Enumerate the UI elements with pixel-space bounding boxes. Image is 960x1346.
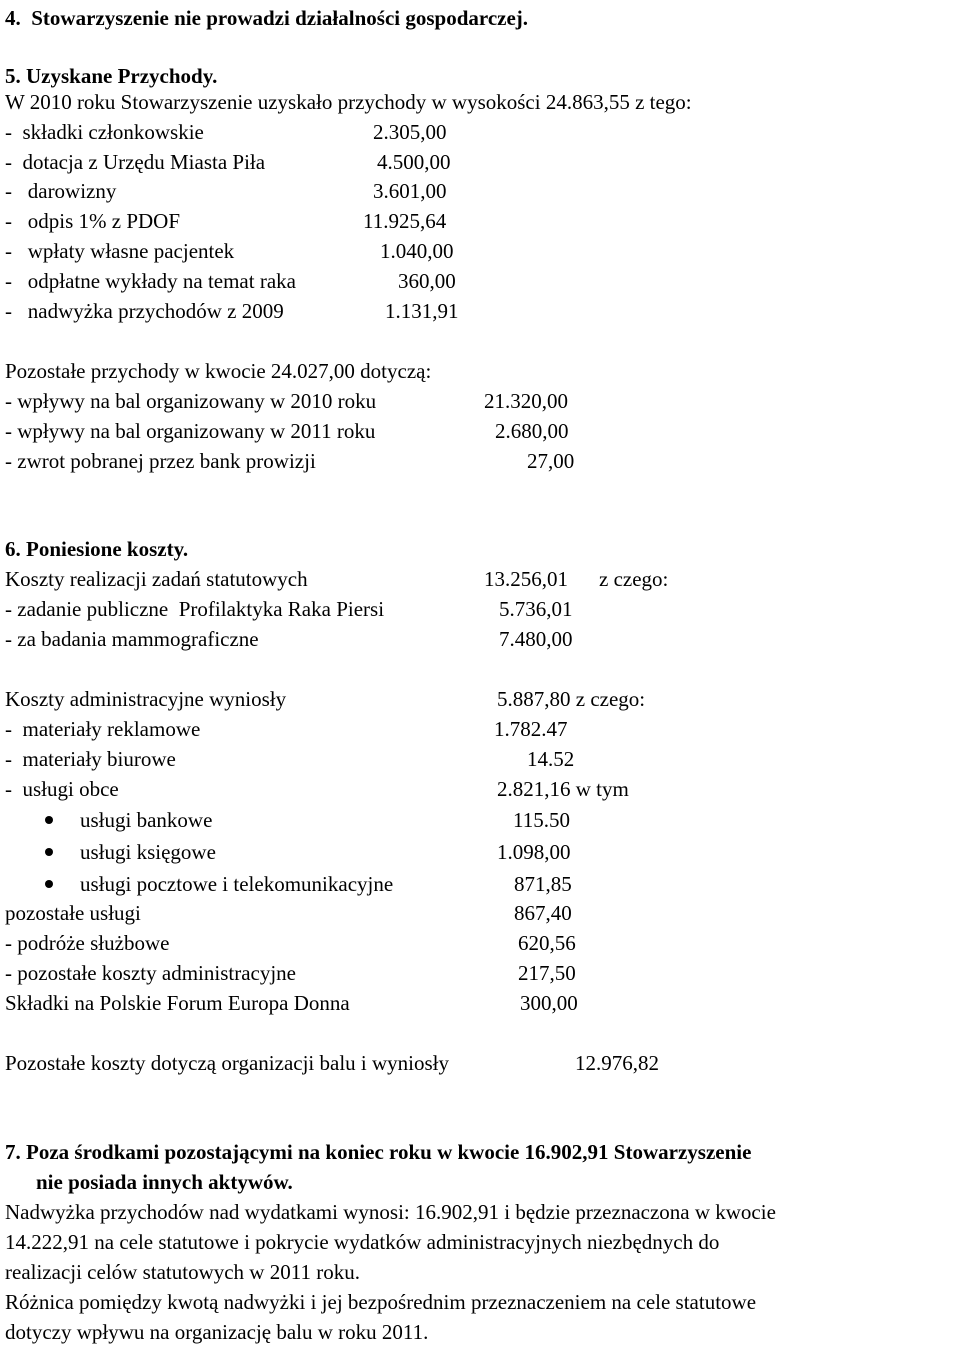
statutory-item-value: 5.736,01	[499, 597, 573, 621]
admin-costs-label: Koszty administracyjne wyniosły	[5, 687, 287, 711]
statutory-costs-suffix: z czego:	[599, 567, 669, 591]
body-line: dotyczy wpływu na organizację balu w roku 2011.	[5, 1320, 429, 1344]
income-item-value: 3.601,00	[373, 179, 447, 203]
other-income-label: - wpływy na bal organizowany w 2011 roku	[5, 419, 376, 443]
bullet-icon	[45, 880, 53, 888]
other-cost-value: 300,00	[520, 991, 578, 1015]
admin-item-label: - materiały biurowe	[5, 747, 176, 771]
ball-costs-value: 12.976,82	[575, 1051, 659, 1075]
other-income-label: - wpływy na bal organizowany w 2010 roku	[5, 389, 377, 413]
income-item-label: - odpłatne wykłady na temat raka	[5, 269, 296, 293]
ball-costs-label: Pozostałe koszty dotyczą organizacji balu i wyniosły	[5, 1051, 450, 1075]
income-item-label: - darowizny	[5, 179, 117, 203]
other-income-intro: Pozostałe przychody w kwocie 24.027,00 dotyczą:	[5, 359, 432, 383]
body-line: realizacji celów statutowych w 2011 roku.	[5, 1260, 360, 1284]
statutory-costs-label: Koszty realizacji zadań statutowych	[5, 567, 308, 591]
bullet-icon	[45, 816, 53, 824]
section-6-heading: 6. Poniesione koszty.	[5, 537, 189, 561]
income-item-label: - wpłaty własne pacjentek	[5, 239, 235, 263]
admin-item-value: 2.821,16 w tym	[497, 777, 629, 801]
statutory-item-label: - za badania mammograficzne	[5, 627, 259, 651]
section-4-heading: 4. Stowarzyszenie nie prowadzi działalności gospodarczej.	[5, 6, 529, 30]
section-7-heading: 7. Poza środkami pozostającymi na koniec roku w kwocie 16.902,91 Stowarzyszenie	[5, 1140, 752, 1164]
income-item-value: 2.305,00	[373, 120, 447, 144]
body-line: Nadwyżka przychodów nad wydatkami wynosi: 16.902,91 i będzie przeznaczona w kwocie	[5, 1200, 776, 1224]
admin-item-label: - usługi obce	[5, 777, 119, 801]
income-item-value: 11.925,64	[363, 209, 447, 233]
other-income-label: - zwrot pobranej przez bank prowizji	[5, 449, 316, 473]
service-item-value: 115.50	[513, 808, 570, 832]
admin-item-value: 1.782.47	[494, 717, 568, 741]
admin-costs-value: 5.887,80 z czego:	[497, 687, 646, 711]
other-income-value: 2.680,00	[495, 419, 569, 443]
other-cost-label: Składki na Polskie Forum Europa Donna	[5, 991, 350, 1015]
service-item-label: usługi pocztowe i telekomunikacyjne	[80, 872, 394, 896]
service-item-label: usługi księgowe	[80, 840, 216, 864]
other-income-value: 27,00	[527, 449, 575, 473]
body-line: Różnica pomiędzy kwotą nadwyżki i jej bezpośrednim przeznaczeniem na cele statutowe	[5, 1290, 757, 1314]
income-item-label: - dotacja z Urzędu Miasta Piła	[5, 150, 266, 174]
income-item-value: 1.131,91	[385, 299, 459, 323]
income-item-value: 1.040,00	[380, 239, 454, 263]
income-item-label: - składki członkowskie	[5, 120, 204, 144]
section-7-heading-cont: nie posiada innych aktywów.	[36, 1170, 293, 1194]
other-cost-label: - podróże służbowe	[5, 931, 170, 955]
other-cost-label: - pozostałe koszty administracyjne	[5, 961, 296, 985]
income-item-value: 4.500,00	[377, 150, 451, 174]
statutory-item-label: - zadanie publiczne Profilaktyka Raka Piersi	[5, 597, 385, 621]
other-cost-label: pozostałe usługi	[5, 901, 141, 925]
body-line: 14.222,91 na cele statutowe i pokrycie wydatków administracyjnych niezbędnych do	[5, 1230, 720, 1254]
income-item-value: 360,00	[398, 269, 456, 293]
admin-item-label: - materiały reklamowe	[5, 717, 201, 741]
other-cost-value: 217,50	[518, 961, 576, 985]
service-item-value: 1.098,00	[497, 840, 571, 864]
income-intro: W 2010 roku Stowarzyszenie uzyskało przychody w wysokości 24.863,55 z tego:	[5, 90, 692, 114]
income-item-label: - nadwyżka przychodów z 2009	[5, 299, 284, 323]
other-income-value: 21.320,00	[484, 389, 568, 413]
income-item-label: - odpis 1% z PDOF	[5, 209, 181, 233]
statutory-costs-value: 13.256,01	[484, 567, 568, 591]
service-item-label: usługi bankowe	[80, 808, 213, 832]
other-cost-value: 867,40	[514, 901, 572, 925]
bullet-icon	[45, 848, 53, 856]
service-item-value: 871,85	[514, 872, 572, 896]
other-cost-value: 620,56	[518, 931, 576, 955]
admin-item-value: 14.52	[527, 747, 575, 771]
section-5-heading: 5. Uzyskane Przychody.	[5, 64, 218, 88]
statutory-item-value: 7.480,00	[499, 627, 573, 651]
